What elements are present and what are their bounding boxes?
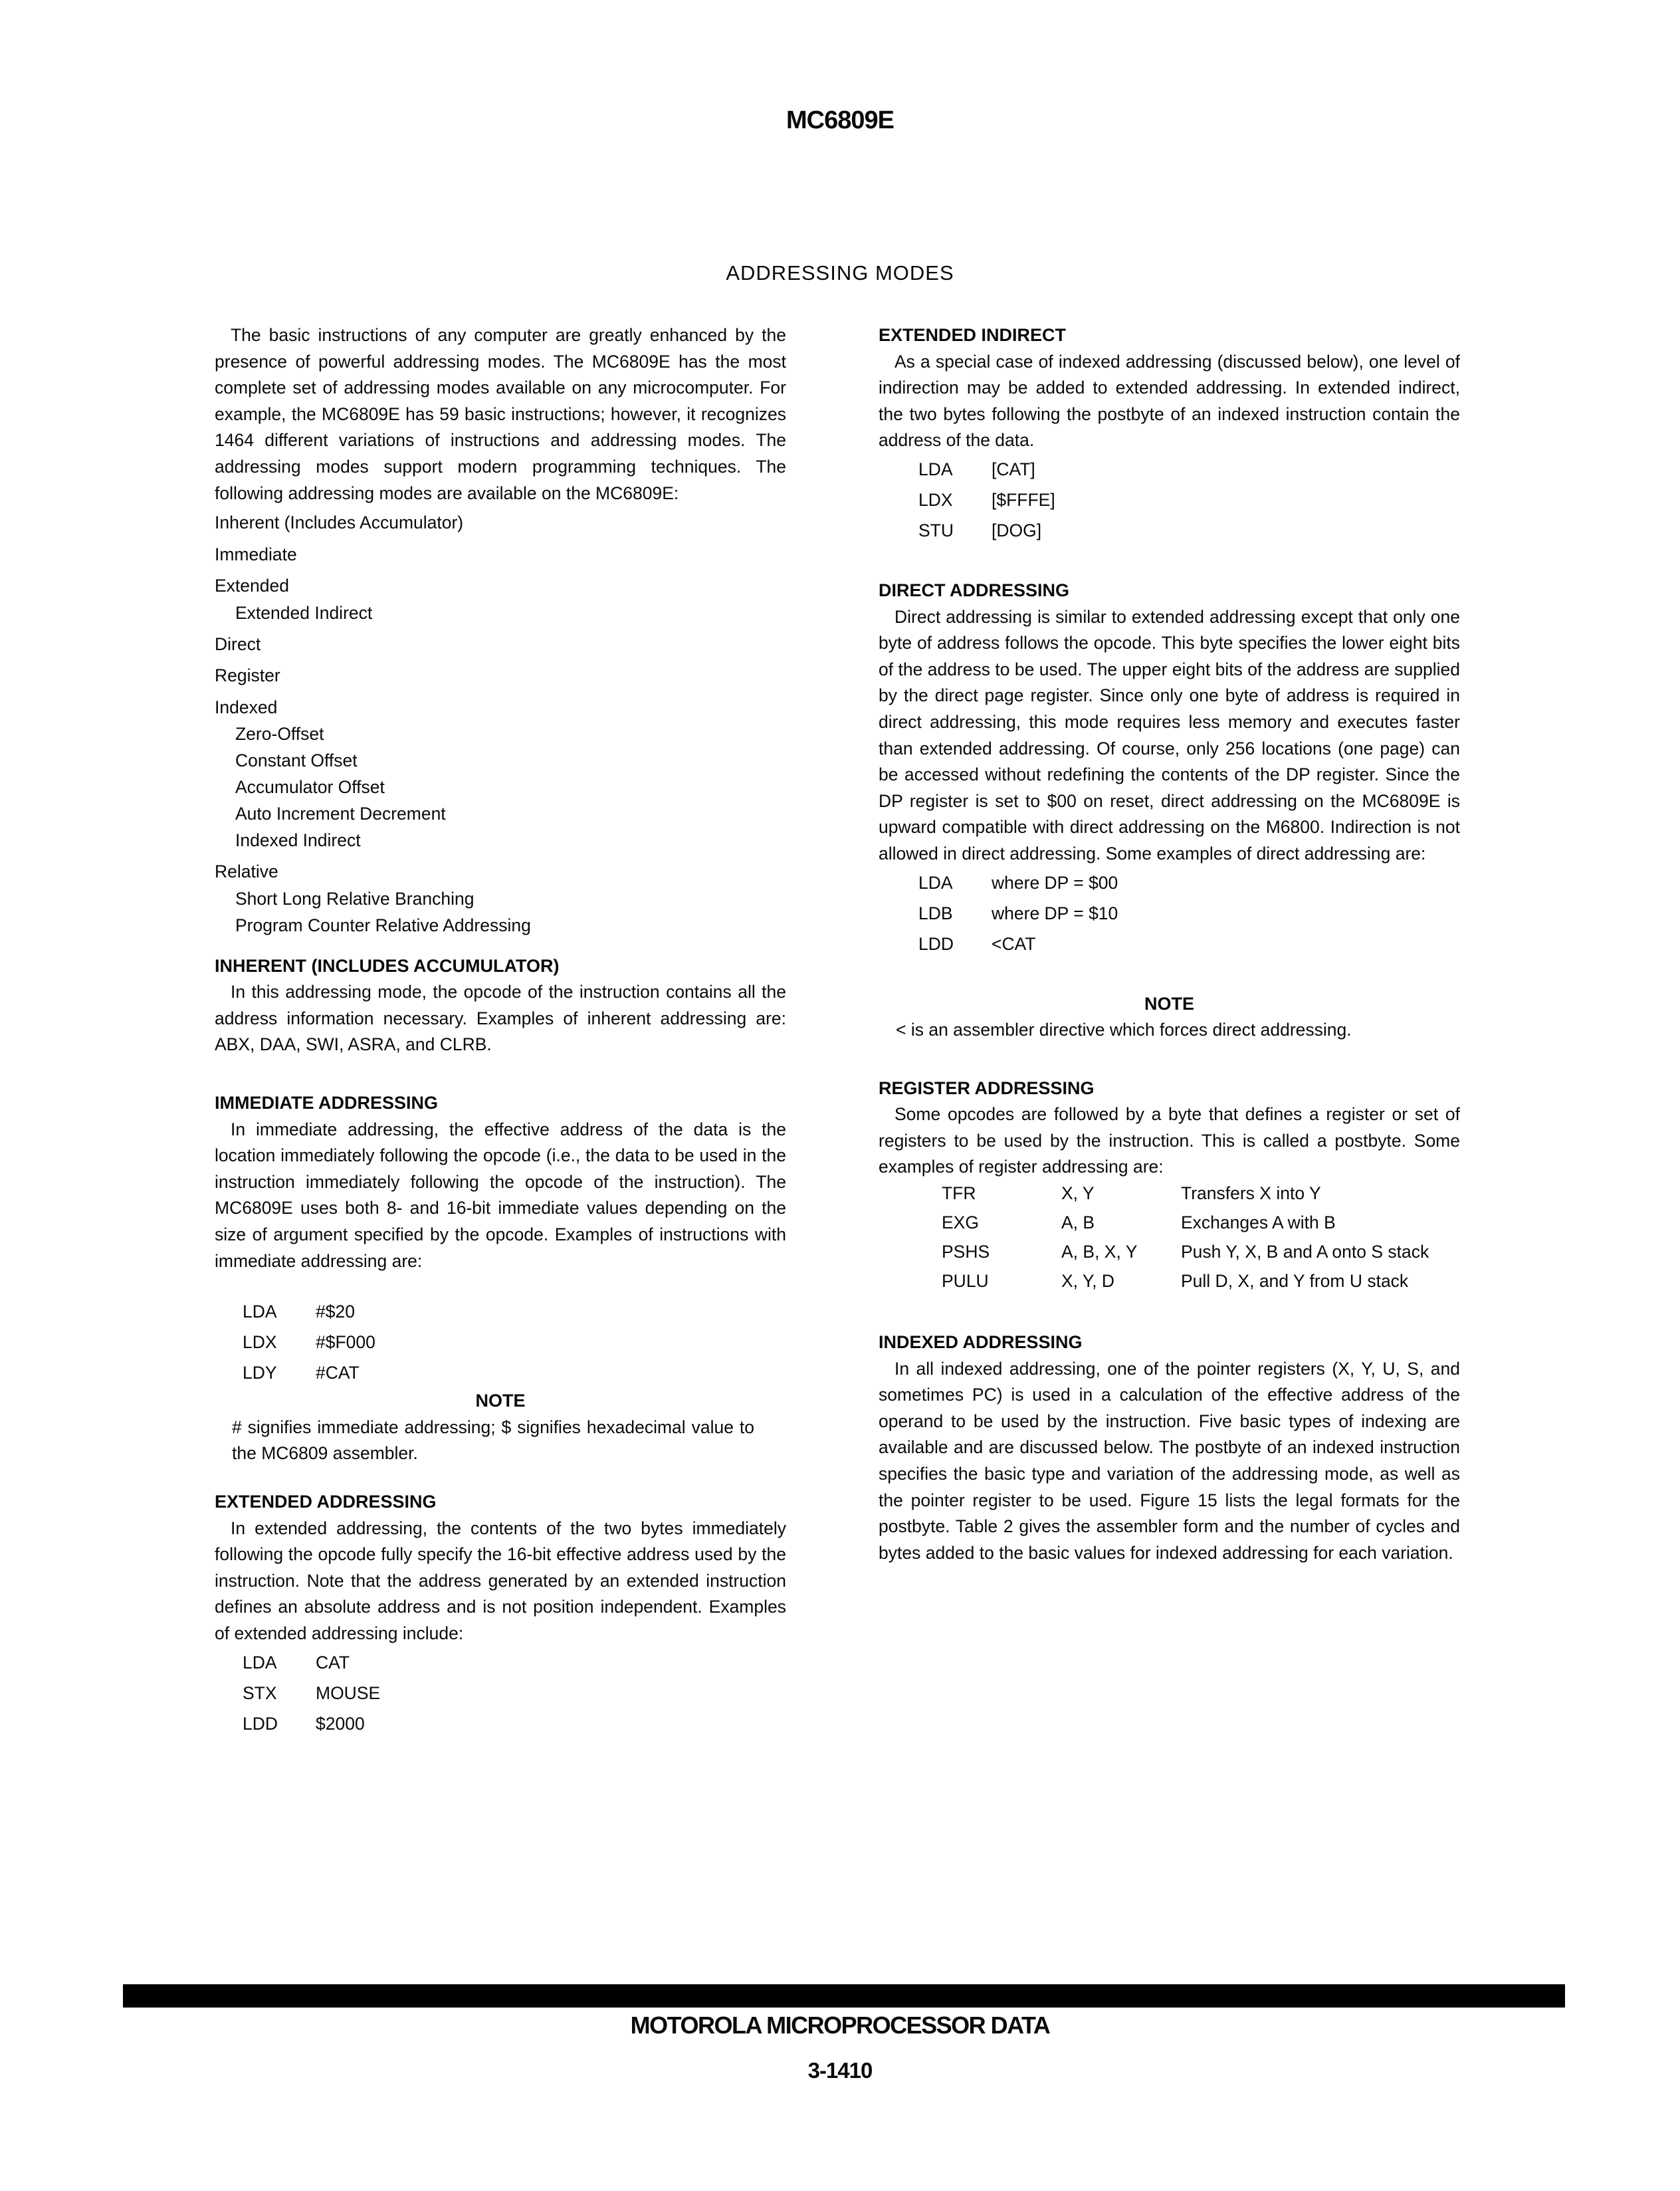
mode-list-subitem: Constant Offset bbox=[235, 750, 358, 771]
code-line bbox=[243, 1357, 786, 1388]
operand: [$FFFE] bbox=[992, 489, 1055, 510]
operand: X, Y bbox=[1061, 1183, 1095, 1204]
inherent-paragraph: In this addressing mode, the opcode of the instruction contains all the address information necessary. Examples of inherent addressing are: ABX, DAA, SWI, ASRA, and CLRB. bbox=[215, 982, 786, 1055]
register-paragraph: Some opcodes are followed by a byte that defines a register or set of registers to be used by the instruction. This is called a postbyte. Some examples of register addressing are: bbox=[879, 1104, 1460, 1177]
extended-examples bbox=[215, 1647, 786, 1739]
footer-rule-bar bbox=[123, 1984, 1565, 2008]
right-column bbox=[879, 322, 1460, 1566]
opcode: EXG bbox=[942, 1212, 979, 1233]
operand: A, B, X, Y bbox=[1061, 1242, 1138, 1262]
operand: MOUSE bbox=[316, 1682, 381, 1703]
opcode: PSHS bbox=[942, 1242, 990, 1262]
operand: [CAT] bbox=[992, 459, 1035, 479]
mode-list-item: Direct bbox=[215, 634, 261, 654]
table-row bbox=[942, 1181, 1433, 1210]
mode-list-subitem: Extended Indirect bbox=[235, 602, 373, 623]
opcode: LDB bbox=[918, 903, 953, 923]
immediate-heading: IMMEDIATE ADDRESSING bbox=[215, 1093, 439, 1113]
extended-indirect-heading: EXTENDED INDIRECT bbox=[879, 325, 1067, 345]
left-column bbox=[215, 322, 786, 1739]
indexed-heading: INDEXED ADDRESSING bbox=[879, 1332, 1083, 1353]
mode-list-item: Indexed bbox=[215, 697, 278, 717]
intro-paragraph: The basic instructions of any computer are greatly enhanced by the presence of powerful addressing modes. The MC6809E has the most complete set of addressing modes available on any microcomputer. For example, the MC6809E has 59 basic instructions; however, it recognizes 1464 different variations of instructions and addressing modes. The addressing modes support modern programming techniques. The following addressing modes are available on the MC6809E: bbox=[215, 325, 786, 503]
mode-list-subitem: Program Counter Relative Addressing bbox=[235, 915, 531, 935]
operand: #$F000 bbox=[316, 1332, 375, 1353]
operand: [DOG] bbox=[992, 520, 1042, 540]
code-line bbox=[918, 929, 1460, 959]
direct-note-body: < is an assembler directive which forces direct addressing. bbox=[896, 1020, 1352, 1040]
immediate-paragraph: In immediate addressing, the effective address of the data is the location immediately following the opcode (i.e., the data to be used in the instruction immediately following the opcode of the instruction). The MC6809E uses both 8- and 16-bit immediate values depending on the size of argument specified by the opcode. Examples of instructions with immediate addressing are: bbox=[215, 1119, 786, 1271]
opcode: LDY bbox=[243, 1363, 277, 1383]
operand: #$20 bbox=[316, 1302, 355, 1322]
mode-list-item: Register bbox=[215, 665, 280, 686]
code-line bbox=[243, 1327, 786, 1357]
operand: where DP = $00 bbox=[992, 872, 1118, 893]
opcode: STX bbox=[243, 1682, 277, 1703]
opcode: LDX bbox=[918, 489, 953, 510]
mode-list-subitem: Indexed Indirect bbox=[235, 830, 361, 851]
mode-list-item: Immediate bbox=[215, 544, 297, 564]
page-number: 3-1410 bbox=[807, 2058, 873, 2083]
register-examples-table bbox=[942, 1181, 1433, 1298]
opcode: LDX bbox=[243, 1332, 277, 1353]
opcode: PULU bbox=[942, 1271, 989, 1292]
opcode: LDD bbox=[918, 933, 954, 954]
code-line bbox=[918, 454, 1460, 485]
table-row bbox=[942, 1268, 1433, 1298]
footer-publisher: MOTOROLA MICROPROCESSOR DATA bbox=[630, 2012, 1050, 2039]
extended-indirect-paragraph: As a special case of indexed addressing (discussed below), one level of indirection may be added to extended addressing. In extended indirect, the two bytes following the postbyte of an indexed instruction contain the address of the data. bbox=[879, 351, 1460, 451]
code-line bbox=[918, 515, 1460, 546]
immediate-note-title: NOTE bbox=[475, 1391, 526, 1411]
code-line bbox=[918, 867, 1460, 898]
register-heading: REGISTER ADDRESSING bbox=[879, 1078, 1095, 1098]
code-line bbox=[243, 1647, 786, 1678]
operand: A, B bbox=[1061, 1212, 1095, 1233]
direct-examples bbox=[879, 867, 1460, 959]
operand: #CAT bbox=[316, 1363, 360, 1383]
opcode: STU bbox=[918, 520, 954, 540]
addressing-mode-list bbox=[215, 509, 786, 939]
description: Transfers X into Y bbox=[1181, 1183, 1321, 1204]
opcode: LDA bbox=[243, 1652, 277, 1672]
mode-list-item: Relative bbox=[215, 862, 278, 882]
mode-list-subitem: Zero-Offset bbox=[235, 724, 324, 745]
mode-list-item: Extended bbox=[215, 576, 289, 596]
opcode: LDA bbox=[243, 1302, 277, 1322]
direct-heading: DIRECT ADDRESSING bbox=[879, 580, 1070, 600]
direct-note-title: NOTE bbox=[1144, 993, 1194, 1014]
code-line bbox=[243, 1708, 786, 1739]
operand: where DP = $10 bbox=[992, 903, 1118, 923]
extended-indirect-examples bbox=[879, 454, 1460, 546]
mode-list-item: Inherent (Includes Accumulator) bbox=[215, 513, 464, 533]
description: Push Y, X, B and A onto S stack bbox=[1181, 1242, 1429, 1262]
indexed-paragraph: In all indexed addressing, one of the pointer registers (X, Y, U, S, and sometimes PC) is used in a calculation of the effective address of the operand to be used by the instruction. Five basic types of indexing are available and are discussed below. The postbyte of an indexed instruction specifies the basic type and variation of the addressing mode, as well as the pointer register to be used. Figure 15 lists the legal formats for the postbyte. Table 2 gives the assembler form and the number of cycles and bytes added to the basic values for indexed addressing for each variation. bbox=[879, 1358, 1460, 1563]
opcode: TFR bbox=[942, 1183, 976, 1204]
mode-list-subitem: Auto Increment Decrement bbox=[235, 804, 446, 824]
immediate-note-body: # signifies immediate addressing; $ signifies hexadecimal value to the MC6809 assembler. bbox=[232, 1417, 754, 1464]
table-row bbox=[942, 1239, 1433, 1268]
immediate-examples bbox=[215, 1296, 786, 1388]
mode-list-subitem: Accumulator Offset bbox=[235, 777, 385, 798]
code-line bbox=[243, 1678, 786, 1708]
direct-paragraph: Direct addressing is similar to extended addressing except that only one byte of address follows the opcode. This byte specifies the lower eight bits of the address to be used. The upper eight bits of the address are supplied by the direct page register. Since only one byte of address is required in direct addressing, this mode requires less memory and executes faster than extended addressing. Of course, only 256 locations (one page) can be accessed without redefining the contents of the DP register. Since the DP register is set to $00 on reset, direct addressing on the MC6809E is upward compatible with direct addressing on the M6800. Indirection is not allowed in direct addressing. Some examples of direct addressing are: bbox=[879, 606, 1460, 864]
table-row bbox=[942, 1210, 1433, 1239]
opcode: LDA bbox=[918, 459, 953, 479]
inherent-heading: INHERENT (INCLUDES ACCUMULATOR) bbox=[215, 955, 560, 976]
operand: $2000 bbox=[316, 1713, 365, 1734]
page-header-part-number: MC6809E bbox=[786, 106, 894, 134]
mode-list-subitem: Short Long Relative Branching bbox=[235, 888, 474, 909]
operand: X, Y, D bbox=[1061, 1271, 1115, 1292]
code-line bbox=[918, 898, 1460, 929]
opcode: LDA bbox=[918, 872, 953, 893]
extended-heading: EXTENDED ADDRESSING bbox=[215, 1491, 437, 1512]
code-line bbox=[243, 1296, 786, 1327]
operand: <CAT bbox=[992, 933, 1036, 954]
extended-paragraph: In extended addressing, the contents of the two bytes immediately following the opcode fully specify the 16-bit effective address used by the instruction. Note that the address generated by an extended instruction defines an absolute address and is not position independent. Examples of extended addressing include: bbox=[215, 1518, 786, 1643]
section-title: ADDRESSING MODES bbox=[726, 261, 954, 285]
opcode: LDD bbox=[243, 1713, 278, 1734]
operand: CAT bbox=[316, 1652, 350, 1672]
description: Exchanges A with B bbox=[1181, 1212, 1336, 1233]
description: Pull D, X, and Y from U stack bbox=[1181, 1271, 1409, 1292]
code-line bbox=[918, 485, 1460, 515]
